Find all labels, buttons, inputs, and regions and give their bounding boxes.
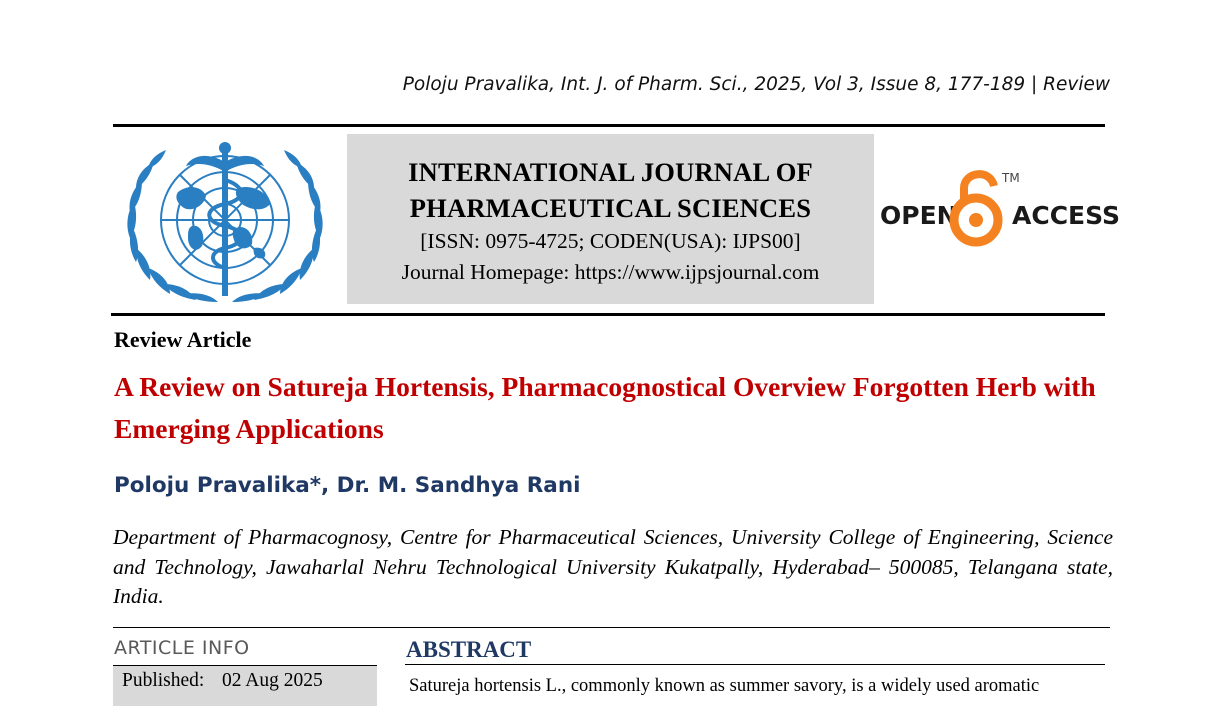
open-access-word-access: ACCESS xyxy=(1012,201,1121,230)
article-info-heading: ARTICLE INFO xyxy=(114,637,250,659)
article-type-label: Review Article xyxy=(114,327,252,352)
open-access-word-open: OPEN xyxy=(880,201,958,230)
open-access-logo xyxy=(880,166,1121,252)
published-row xyxy=(122,670,323,692)
article-authors: Poloju Pravalika*, Dr. M. Sandhya Rani xyxy=(114,473,581,498)
open-access-trademark: TM xyxy=(1002,171,1020,185)
journal-homepage-link[interactable]: Journal Homepage: https://www.ijpsjournal.com xyxy=(401,260,820,284)
section-divider xyxy=(113,627,1110,628)
article-title: A Review on Satureja Hortensis, Pharmacognostical Overview Forgotten Herb with Emerging Applications xyxy=(114,371,1096,444)
masthead-bottom-rule xyxy=(111,313,1105,316)
author-affiliation: Department of Pharmacognosy, Centre for Pharmaceutical Sciences, University College of Engineering, Science and Technology, Jawaharlal Nehru Technological University Kukatpally, Hyderabad– 500085, Telangana state, India. xyxy=(113,525,1113,608)
abstract-first-line: Satureja hortensis L., commonly known as summer savory, is a widely used aromatic xyxy=(409,676,1040,696)
journal-masthead-box xyxy=(347,134,874,304)
published-date: 02 Aug 2025 xyxy=(222,670,323,691)
running-header-citation: Poloju Pravalika, Int. J. of Pharm. Sci., 2025, Vol 3, Issue 8, 177-189 | Review xyxy=(402,74,1110,95)
left-laurel-wreath xyxy=(127,150,218,302)
right-laurel-wreath xyxy=(232,150,323,302)
published-label: Published: xyxy=(122,670,205,691)
open-lock-icon xyxy=(954,174,998,242)
journal-name-line1: INTERNATIONAL JOURNAL OF xyxy=(408,157,813,187)
journal-name-line2: PHARMACEUTICAL SCIENCES xyxy=(409,193,812,223)
abstract-underline xyxy=(405,664,1105,665)
un-emblem-logo xyxy=(126,140,324,306)
journal-issn-coden: [ISSN: 0975-4725; CODEN(USA): IJPS00] xyxy=(420,229,801,253)
abstract-heading: ABSTRACT xyxy=(406,637,532,662)
masthead-top-rule xyxy=(113,124,1105,127)
